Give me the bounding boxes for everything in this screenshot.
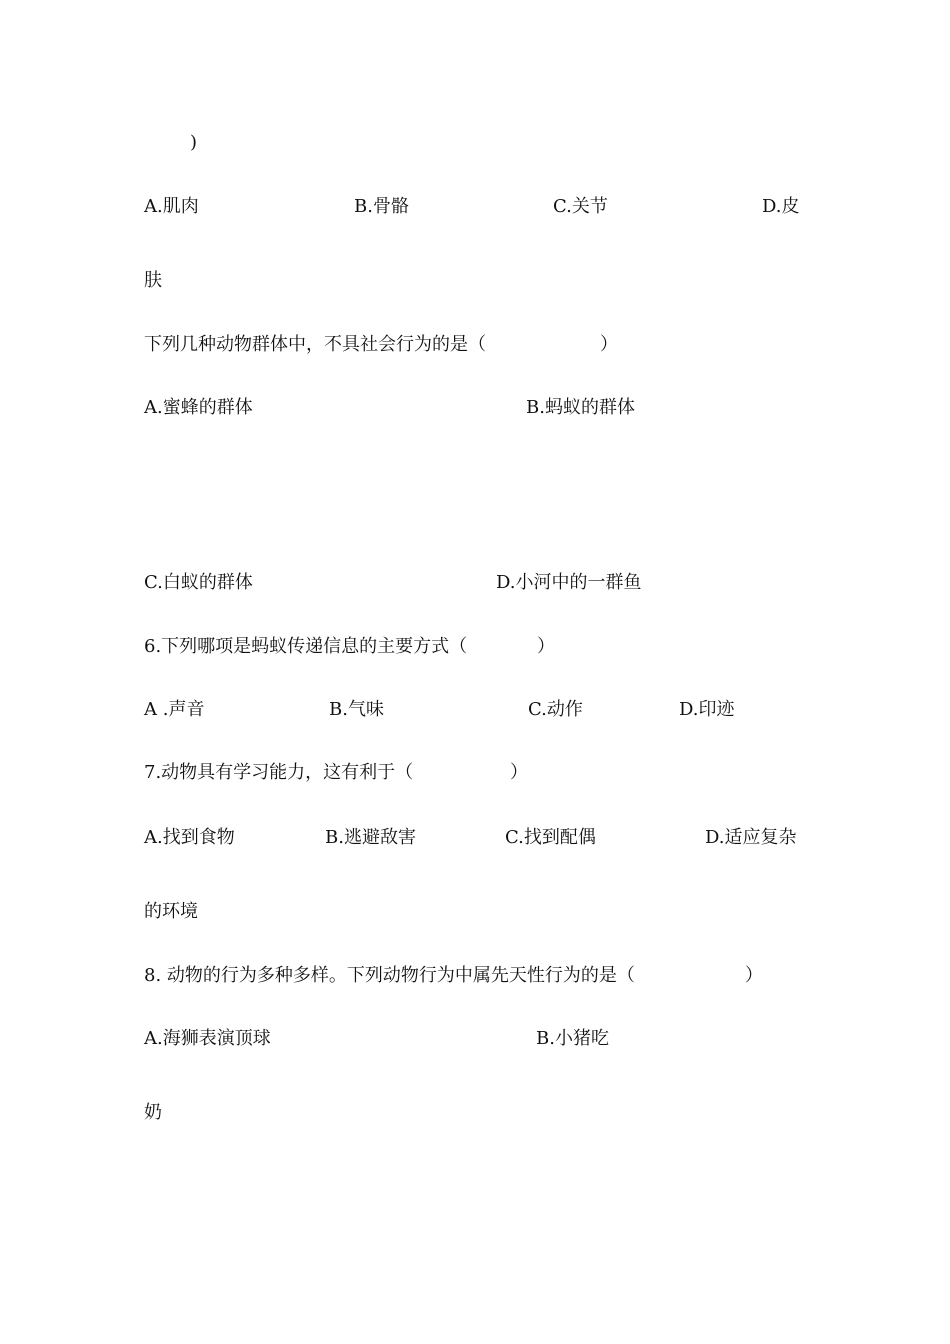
q8-close-paren: ） bbox=[745, 965, 763, 986]
q5-option-b: B.蚂蚁的群体 bbox=[526, 397, 635, 418]
q7-option-d-wrap: 的环境 bbox=[144, 901, 198, 922]
q5-option-d: D.小河中的一群鱼 bbox=[496, 572, 642, 593]
q5-close-paren: ） bbox=[600, 334, 618, 355]
q6-close-paren: ） bbox=[537, 636, 555, 657]
q6-option-a: A .声音 bbox=[144, 699, 205, 720]
q7-close-paren: ） bbox=[510, 762, 528, 783]
q8-stem: 8. 动物的行为多种多样。下列动物行为中属先天性行为的是（ bbox=[144, 965, 635, 986]
q6-option-c: C.动作 bbox=[528, 699, 583, 720]
prev-option-d-wrap: 肤 bbox=[144, 270, 162, 291]
q8-option-b: B.小猪吃 bbox=[536, 1028, 609, 1049]
q5-stem: 下列几种动物群体中，不具社会行为的是（ bbox=[144, 334, 486, 355]
prev-question-close-paren: ) bbox=[190, 132, 198, 153]
q6-option-b: B.气味 bbox=[329, 699, 384, 720]
q6-option-d: D.印迹 bbox=[679, 699, 735, 720]
q7-option-b: B.逃避敌害 bbox=[325, 827, 416, 848]
q5-option-a: A.蜜蜂的群体 bbox=[144, 397, 253, 418]
prev-option-b: B.骨骼 bbox=[354, 196, 409, 217]
q6-stem: 6.下列哪项是蚂蚁传递信息的主要方式（ bbox=[144, 636, 468, 657]
q7-option-c: C.找到配偶 bbox=[505, 827, 596, 848]
q5-option-c: C.白蚁的群体 bbox=[144, 572, 253, 593]
q7-option-d: D.适应复杂 bbox=[705, 827, 797, 848]
prev-option-c: C.关节 bbox=[553, 196, 608, 217]
q8-option-a: A.海狮表演顶球 bbox=[144, 1028, 271, 1049]
prev-option-a: A.肌肉 bbox=[144, 196, 199, 217]
q8-option-b-wrap: 奶 bbox=[144, 1102, 162, 1123]
q7-stem: 7.动物具有学习能力，这有利于（ bbox=[144, 762, 414, 783]
q7-option-a: A.找到食物 bbox=[144, 827, 235, 848]
prev-option-d: D.皮 bbox=[762, 196, 800, 217]
